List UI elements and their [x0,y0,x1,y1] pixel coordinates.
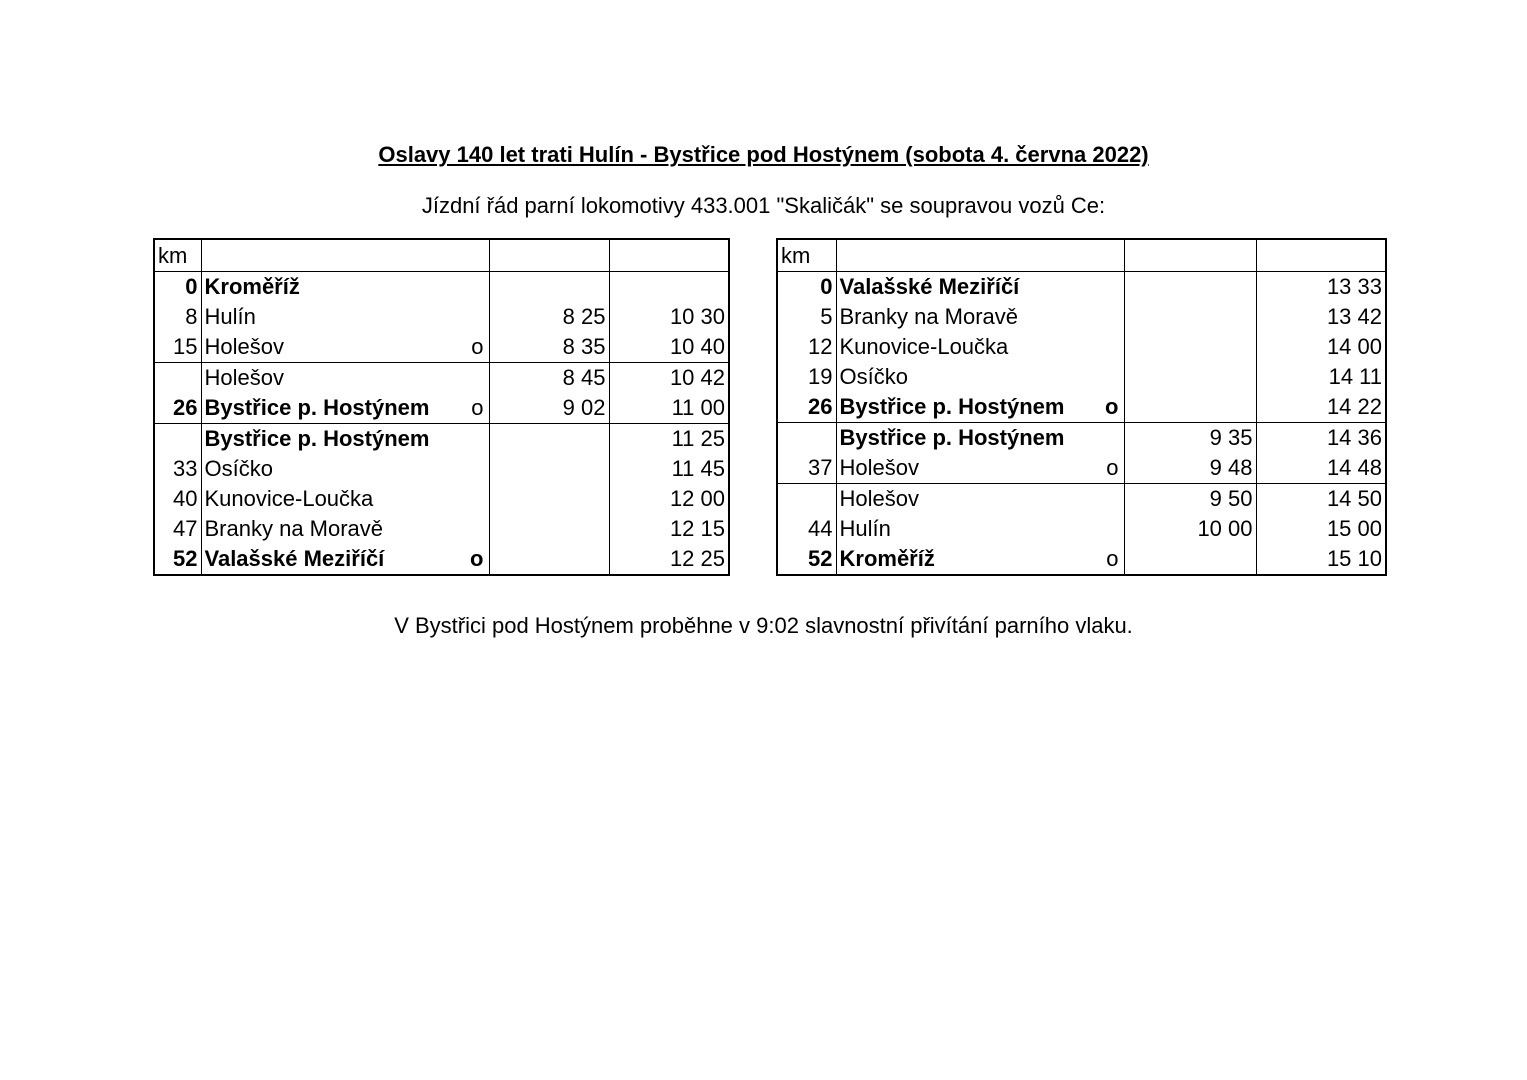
station-cell [836,484,1124,515]
time-cell: 9 35 [1124,423,1256,454]
stop-mark: o [1106,546,1119,571]
table-row [777,484,1386,515]
table-row [154,484,729,514]
table-row [154,393,729,424]
stop-mark: o [1105,394,1119,419]
time-cell: 14 11 [1256,362,1386,392]
timetable-left [153,238,730,576]
footer-note: V Bystřici pod Hostýnem proběhne v 9:02 slavnostní přivítání parního vlaku. [394,613,1133,638]
station-cell [201,514,489,544]
station-name: Hulín [204,304,256,329]
table-row [777,272,1386,303]
time-cell: 10 40 [609,332,729,363]
time-cell [1124,302,1256,332]
time-cell: 14 00 [1256,332,1386,362]
time-cell [489,484,609,514]
time-cell: 9 48 [1124,453,1256,484]
time-cell [489,424,609,455]
station-header [201,239,489,272]
time-cell: 9 50 [1124,484,1256,515]
time-cell: 15 00 [1256,514,1386,544]
time-cell: 14 50 [1256,484,1386,515]
station-cell [836,392,1124,423]
station-name: Bystřice p. Hostýnem [839,394,1065,419]
time-cell [1124,272,1256,303]
table-row [154,544,729,575]
table-row [777,514,1386,544]
table-row [777,362,1386,392]
km-cell: 40 [154,484,201,514]
station-name: Bystřice p. Hostýnem [204,426,430,451]
time-cell: 9 02 [489,393,609,424]
table-row [777,453,1386,484]
station-name: Holešov [204,365,284,390]
time-cell: 13 42 [1256,302,1386,332]
km-cell: 5 [777,302,836,332]
stop-mark: o [1106,455,1119,480]
time-cell: 14 36 [1256,423,1386,454]
station-name: Osíčko [839,364,908,389]
time-cell: 14 48 [1256,453,1386,484]
km-cell [154,424,201,455]
table-row [777,544,1386,575]
stop-mark: o [470,546,484,571]
time-cell [489,272,609,303]
km-cell: 33 [154,454,201,484]
stop-mark: o [471,395,484,420]
station-cell [201,272,489,303]
time-cell: 10 30 [609,302,729,332]
station-cell [201,302,489,332]
time-cell: 8 35 [489,332,609,363]
km-cell: 0 [777,272,836,303]
time-cell: 15 10 [1256,544,1386,575]
page-subtitle: Jízdní řád parní lokomotivy 433.001 "Skaličák" se soupravou vozů Ce: [421,193,1106,218]
station-name: Branky na Moravě [839,304,1019,329]
table-row [154,454,729,484]
km-cell: 19 [777,362,836,392]
time-cell: 11 45 [609,454,729,484]
table-row [154,514,729,544]
time-cell: 8 25 [489,302,609,332]
station-cell [201,454,489,484]
km-cell: 26 [154,393,201,424]
km-cell: 44 [777,514,836,544]
table-row [777,332,1386,362]
station-name: Kroměříž [204,274,300,299]
time-header-1 [1124,239,1256,272]
time-cell [489,544,609,575]
time-cell: 8 45 [489,363,609,394]
station-name: Hulín [839,516,891,541]
table-row [777,392,1386,423]
station-name: Holešov [204,334,284,359]
km-header: km [777,239,836,272]
table-row [154,363,729,394]
time-cell [489,454,609,484]
km-cell [777,484,836,515]
km-cell: 12 [777,332,836,362]
timetable-right [776,238,1387,576]
station-cell [836,362,1124,392]
station-cell [201,393,489,424]
page-title: Oslavy 140 let trati Hulín - Bystřice pod Hostýnem (sobota 4. června 2022) [378,142,1149,167]
time-cell: 12 25 [609,544,729,575]
station-cell [201,424,489,455]
time-cell: 12 15 [609,514,729,544]
table-row [154,302,729,332]
km-cell: 37 [777,453,836,484]
station-name: Kunovice-Loučka [839,334,1009,359]
time-cell: 12 00 [609,484,729,514]
km-cell: 26 [777,392,836,423]
station-cell [836,332,1124,362]
time-cell [609,272,729,303]
station-cell [836,423,1124,454]
station-cell [836,514,1124,544]
km-cell [154,363,201,394]
table-row [777,423,1386,454]
station-cell [201,332,489,363]
km-cell: 0 [154,272,201,303]
station-name: Valašské Meziříčí [204,546,385,571]
station-cell [836,272,1124,303]
time-cell: 14 22 [1256,392,1386,423]
station-cell [836,544,1124,575]
station-cell [201,363,489,394]
table-header-row [154,239,729,272]
time-header-2 [1256,239,1386,272]
time-cell [489,514,609,544]
time-cell: 11 00 [609,393,729,424]
table-row [154,424,729,455]
station-name: Valašské Meziříčí [839,274,1020,299]
time-cell: 13 33 [1256,272,1386,303]
time-cell: 10 42 [609,363,729,394]
station-cell [201,544,489,575]
km-cell: 52 [154,544,201,575]
km-cell: 15 [154,332,201,363]
time-header-1 [489,239,609,272]
table-row [154,272,729,303]
time-header-2 [609,239,729,272]
station-name: Holešov [839,455,919,480]
station-header [836,239,1124,272]
station-name: Branky na Moravě [204,516,384,541]
stop-mark: o [471,334,484,359]
km-cell: 52 [777,544,836,575]
time-cell [1124,362,1256,392]
time-cell: 11 25 [609,424,729,455]
station-cell [836,453,1124,484]
km-cell [777,423,836,454]
station-name: Kroměříž [839,546,935,571]
station-name: Bystřice p. Hostýnem [839,425,1065,450]
station-name: Osíčko [204,456,273,481]
station-name: Kunovice-Loučka [204,486,374,511]
time-cell [1124,332,1256,362]
table-row [154,332,729,363]
time-cell [1124,544,1256,575]
station-name: Bystřice p. Hostýnem [204,395,430,420]
station-name: Holešov [839,486,919,511]
km-cell: 47 [154,514,201,544]
table-header-row [777,239,1386,272]
time-cell: 10 00 [1124,514,1256,544]
table-row [777,302,1386,332]
km-header: km [154,239,201,272]
km-cell: 8 [154,302,201,332]
station-cell [201,484,489,514]
time-cell [1124,392,1256,423]
station-cell [836,302,1124,332]
